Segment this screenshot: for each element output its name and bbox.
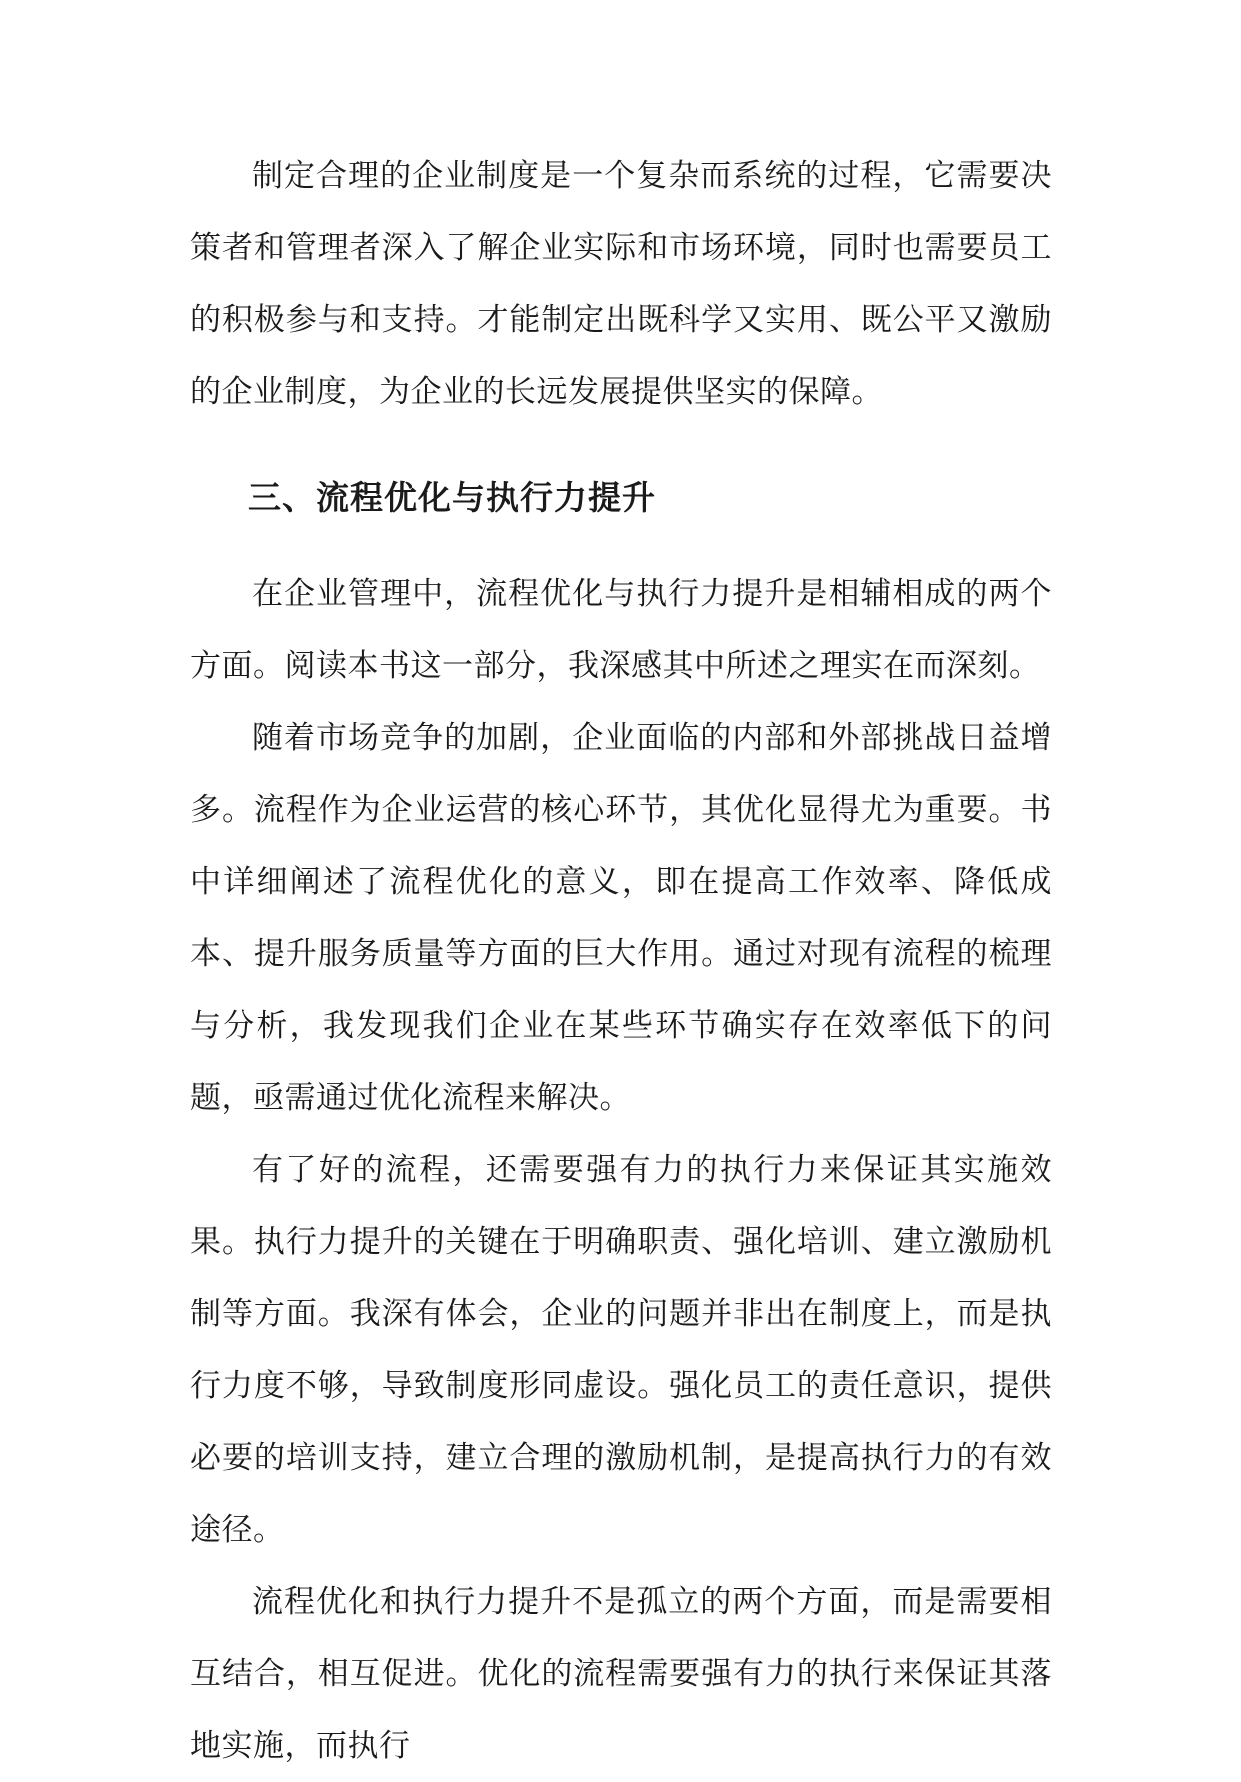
section-heading: 三、流程优化与执行力提升 bbox=[248, 478, 656, 517]
body-paragraph: 在企业管理中，流程优化与执行力提升是相辅相成的两个方面。阅读本书这一部分，我深感其中所述之理实在而深刻。 bbox=[190, 576, 1052, 684]
body-paragraph: 制定合理的企业制度是一个复杂而系统的过程，它需要决策者和管理者深入了解企业实际和市场环境，同时也需要员工的积极参与和支持。才能制定出既科学又实用、既公平又激励的企业制度，为企业的长远发展提供坚实的保障。 bbox=[190, 158, 1052, 410]
body-paragraph: 有了好的流程，还需要强有力的执行力来保证其实施效果。执行力提升的关键在于明确职责、强化培训、建立激励机制等方面。我深有体会，企业的问题并非出在制度上，而是执行力度不够，导致制度形同虚设。强化员工的责任意识，提供必要的培训支持，建立合理的激励机制，是提高执行力的有效途径。 bbox=[190, 1152, 1052, 1548]
document-page bbox=[190, 140, 1052, 1782]
body-paragraph: 随着市场竞争的加剧，企业面临的内部和外部挑战日益增多。流程作为企业运营的核心环节，其优化显得尤为重要。书中详细阐述了流程优化的意义，即在提高工作效率、降低成本、提升服务质量等方面的巨大作用。通过对现有流程的梳理与分析，我发现我们企业在某些环节确实存在效率低下的问题，亟需通过优化流程来解决。 bbox=[190, 720, 1052, 1116]
body-paragraph: 流程优化和执行力提升不是孤立的两个方面，而是需要相互结合，相互促进。优化的流程需要强有力的执行来保证其落地实施，而执行 bbox=[190, 1584, 1052, 1764]
